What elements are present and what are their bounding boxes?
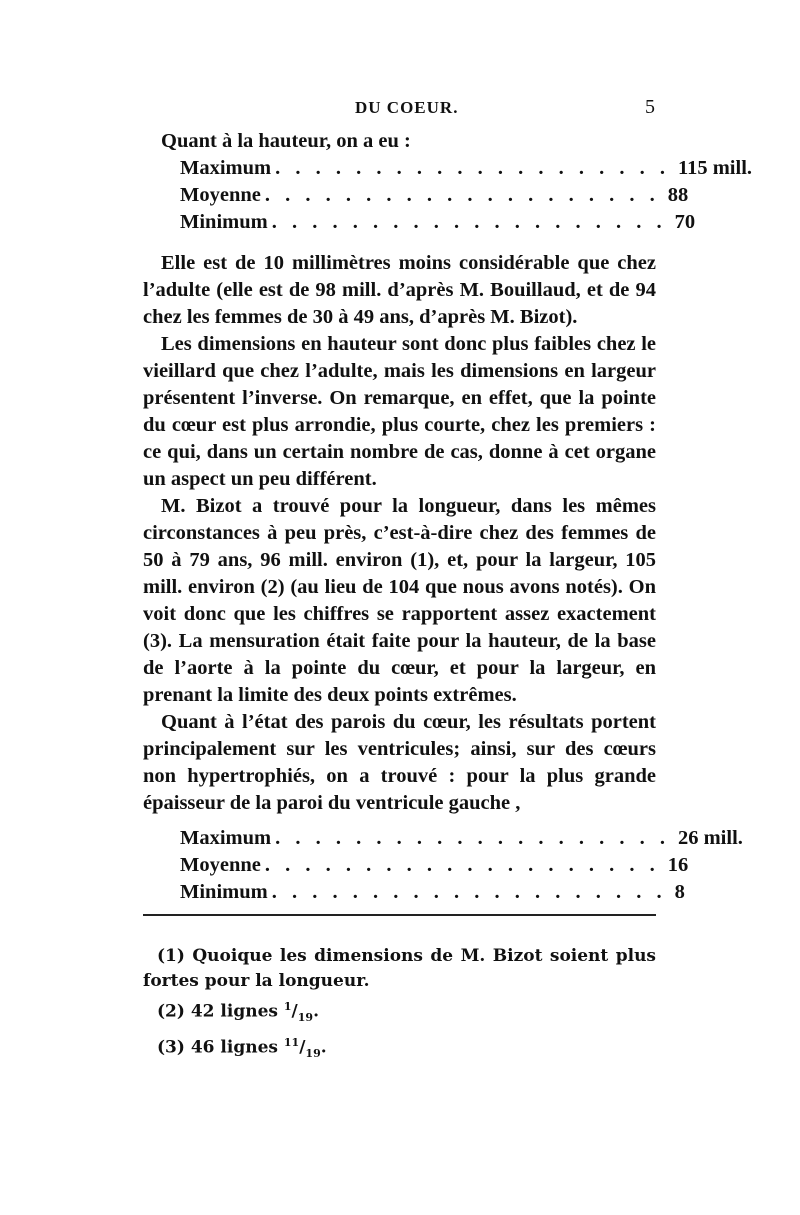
row-value: 26 mill. (677, 827, 743, 849)
running-title: DU COEUR. (355, 98, 459, 117)
row-label: Moyenne (180, 184, 261, 206)
page-number: 5 (645, 96, 655, 118)
row-label: Minimum (180, 211, 268, 233)
leader-dots: . . . . . . . . . . . . . . . . . . . . (271, 881, 667, 903)
row-value: 88 (667, 184, 689, 206)
row-label: Maximum (180, 827, 272, 849)
leader-dots: . . . . . . . . . . . . . . . . . . . . (264, 854, 660, 876)
table-row (180, 879, 685, 906)
main-text (143, 128, 753, 906)
height-table (180, 155, 753, 236)
row-value: 115 mill. (677, 157, 753, 179)
footnote-end: . (313, 1001, 319, 1022)
footnote-text: 46 lignes (190, 1037, 278, 1058)
row-value: 70 (674, 211, 696, 233)
table-row (180, 852, 689, 879)
row-value: 16 (667, 854, 689, 876)
fraction-slash: / (299, 1037, 306, 1058)
footnotes (143, 944, 656, 1066)
row-label: Minimum (180, 881, 268, 903)
fraction-denominator: 19 (297, 1011, 314, 1025)
leader-dots: . . . . . . . . . . . . . . . . . . . . (271, 211, 667, 233)
row-value: 8 (674, 881, 685, 903)
table-row (180, 155, 753, 182)
leader-dots: . . . . . . . . . . . . . . . . . . . . (275, 157, 670, 179)
row-label: Moyenne (180, 854, 261, 876)
footnote-1 (143, 944, 656, 994)
paragraph-intro-height: Quant à la hauteur, on a eu : (161, 130, 411, 152)
footnote-text: Quoique les dimensions de M. Bizot soient plus fortes pour la longueur. (143, 946, 656, 991)
wall-thickness-table (180, 825, 743, 906)
table-row (180, 182, 689, 209)
table-row (180, 825, 743, 852)
footnote-3 (143, 1030, 656, 1066)
fraction-numerator: 11 (283, 1036, 300, 1050)
paragraph-3: M. Bizot a trouvé pour la longueur, dans les mêmes circonstances à peu près, c’est-à-dire chez des femmes de 50 à 79 ans, 96 mill. environ (1), et, pour la largeur, 105 mill. environ (2) (au lieu de 104 que nous avons notés). On voit donc que les chiffres se rapportent assez exactement (3). La mensuration était faite pour la hauteur, de la base de l’aorte à la pointe du cœur, et pour la largeur, en prenant la limite des deux points extrêmes. (143, 495, 656, 706)
leader-dots: . . . . . . . . . . . . . . . . . . . . (275, 827, 670, 849)
paragraph-4: Quant à l’état des parois du cœur, les résultats portent principalement sur les ventricules; ainsi, sur des cœurs non hypertrophiés, on a trouvé : pour la plus grande épaisseur de la paroi du ventricule gauche , (143, 711, 656, 814)
fraction-denominator: 19 (305, 1047, 321, 1061)
fraction-slash: / (291, 1001, 298, 1022)
table-row (180, 209, 696, 236)
fraction-numerator: 1 (283, 1000, 292, 1013)
footnote-marker: (2) (157, 1001, 185, 1022)
paragraph-1: Elle est de 10 millimètres moins considérable que chez l’adulte (elle est de 98 mill. d’après M. Bouillaud, et de 94 chez les femmes de 30 à 49 ans, d’après M. Bizot). (143, 252, 656, 328)
leader-dots: . . . . . . . . . . . . . . . . . . . . (264, 184, 660, 206)
footnote-end: . (320, 1037, 327, 1058)
paragraph-2: Les dimensions en hauteur sont donc plus faibles chez le vieillard que chez l’adulte, mais les dimensions en largeur présentent l’inverse. On remarque, en effet, que la pointe du cœur est plus arrondie, plus courte, chez les premiers : ce qui, dans un certain nombre de cas, donne à cet organe un aspect un peu différent. (143, 333, 656, 490)
footnote-marker: (3) (157, 1037, 185, 1058)
footnote-rule (143, 914, 656, 916)
row-label: Maximum (180, 157, 272, 179)
running-head (143, 96, 663, 126)
footnote-text: 42 lignes (190, 1001, 278, 1022)
footnote-2 (143, 994, 656, 1030)
footnote-marker: (1) (157, 946, 185, 966)
